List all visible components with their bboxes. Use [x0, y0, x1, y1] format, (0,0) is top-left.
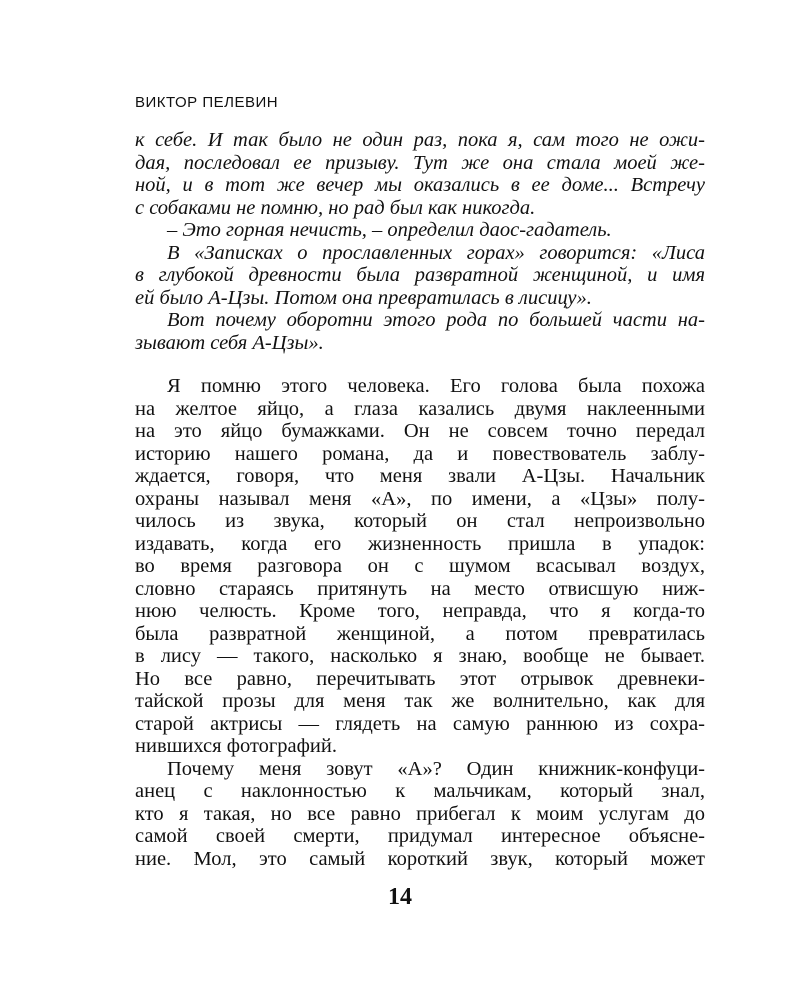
- epigraph-block: [135, 129, 705, 354]
- body-line: Я помню этого человека. Его голова была похожа: [167, 375, 705, 397]
- body-line: издавать, когда его жизненность пришла в упадок:: [135, 532, 705, 555]
- body-line: старой актрисы — глядеть на самую раннюю из сохра-: [135, 712, 705, 735]
- body-line: охраны называл меня «А», по имени, а «Цзы» полу-: [135, 487, 705, 510]
- body-line: словно стараясь притянуть на место отвисшую ниж-: [135, 577, 705, 600]
- body-line: тайской прозы для меня так же волнительно, как для: [135, 690, 705, 712]
- running-header-author: ВИКТОР ПЕЛЕВИН: [135, 94, 279, 111]
- epigraph-line: к себе. И так было не один раз, пока я, сам того не ожи-: [135, 129, 705, 151]
- body-line: ждается, говоря, что меня звали А-Цзы. Начальник: [135, 465, 705, 487]
- body-line: Почему меня зовут «А»? Один книжник-конфуци-: [167, 757, 705, 780]
- epigraph-line: дая, последовал ее призыву. Тут же она стала моей же-: [135, 151, 705, 174]
- body-line: нюю челюсть. Кроме того, неправда, что я когда-то: [135, 600, 705, 622]
- body-line: историю нашего романа, да и повествователь заблу-: [135, 442, 705, 465]
- epigraph-line: ной, и в тот же вечер мы оказались в ее доме... Встречу: [135, 174, 705, 196]
- body-line: ние. Мол, это самый короткий звук, который может: [135, 847, 705, 870]
- epigraph-line: ей было А-Цзы. Потом она превратилась в лисицу».: [135, 286, 592, 309]
- epigraph-line: с собаками не помню, но рад был как никогда.: [135, 196, 536, 219]
- body-line: во время разговора он с шумом всасывал воздух,: [135, 555, 705, 577]
- epigraph-line: зывают себя А-Цзы».: [135, 331, 324, 354]
- body-line: на это яйцо бумажками. Он не совсем точно передал: [135, 420, 705, 442]
- body-line: анец с наклонностью к мальчикам, который знал,: [135, 780, 705, 802]
- page-number: 14: [388, 884, 412, 910]
- epigraph-line: В «Записках о прославленных горах» говорится: «Лиса: [167, 241, 705, 264]
- body-line: была развратной женщиной, а потом превратилась: [135, 622, 705, 645]
- epigraph-line: в глубокой древности была развратной женщиной, и имя: [135, 264, 705, 286]
- body-line: кто я такая, но все равно прибегал к моим услугам до: [135, 802, 705, 825]
- body-line: Но все равно, перечитывать этот отрывок древнеки-: [135, 667, 705, 690]
- epigraph-line: Вот почему оборотни этого рода по большей части на-: [167, 309, 705, 331]
- body-text-block: [135, 375, 705, 870]
- body-line: на желтое яйцо, а глаза казались двумя наклеенными: [135, 397, 705, 420]
- body-line: нившихся фотографий.: [135, 735, 337, 757]
- body-line: в лису — такого, насколько я знаю, вообще не бывает.: [135, 645, 705, 667]
- body-line: самой своей смерти, придумал интересное объясне-: [135, 825, 705, 847]
- body-line: чилось из звука, который он стал непроизвольно: [135, 510, 705, 532]
- epigraph-line: – Это горная нечисть, – определил даос-гадатель.: [167, 219, 612, 241]
